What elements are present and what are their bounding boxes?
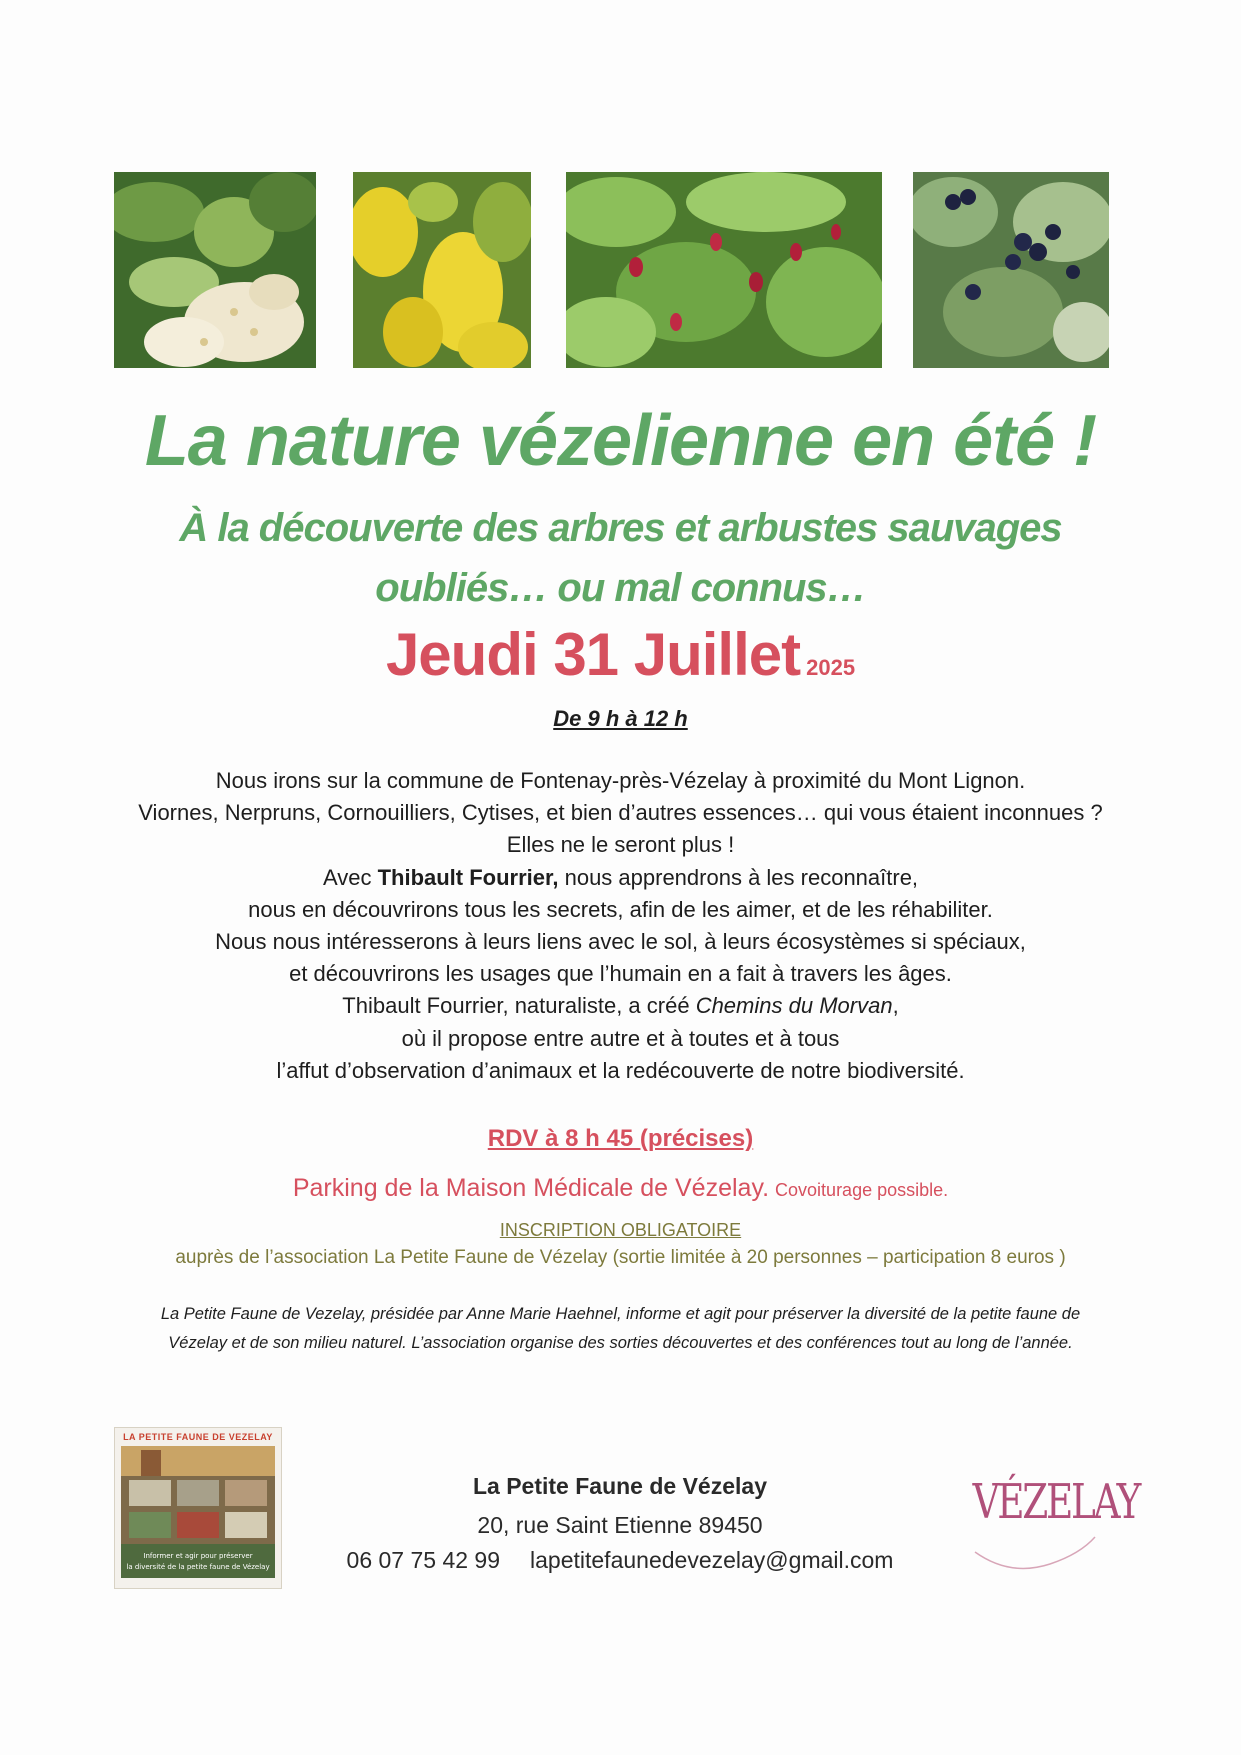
logo-tagline-1: Informer et agir pour préserver xyxy=(143,1552,253,1560)
subtitle-line: oubliés… ou mal connus… xyxy=(375,566,866,610)
page-title: La nature vézelienne en été ! xyxy=(144,401,1097,481)
association-line: Vézelay et de son milieu naturel. L’association organise des sorties découvertes et des conférences tout au long de l’année. xyxy=(168,1334,1073,1352)
page-subtitle xyxy=(0,498,1241,618)
logo-tagline-2: la diversité de la petite faune de Vézelay xyxy=(126,1563,270,1571)
description-line: Viornes, Nerpruns, Cornouilliers, Cytises, et bien d’autres essences… qui vous étaient inconnues ? xyxy=(138,800,1103,826)
event-date-main: Jeudi 31 Juillet xyxy=(385,621,801,688)
description-line: l’affut d’observation d’animaux et la redécouverte de notre biodiversité. xyxy=(276,1057,965,1083)
vezelay-swash xyxy=(970,1532,1100,1577)
event-date-year: 2025 xyxy=(806,655,856,680)
guide-name: Thibault Fourrier, xyxy=(377,864,559,890)
logo-title: LA PETITE FAUNE DE VEZELAY xyxy=(123,1432,273,1442)
description-line: Nous irons sur la commune de Fontenay-près-Vézelay à proximité du Mont Lignon. xyxy=(215,768,1026,793)
description-line: Nous nous intéresserons à leurs liens avec le sol, à leurs écosystèmes si spéciaux, xyxy=(215,929,1026,955)
contact-phone[interactable]: 06 07 75 42 99 xyxy=(346,1547,501,1573)
event-description xyxy=(0,765,1241,1087)
contact-email[interactable]: lapetitefaunedevezelay@gmail.com xyxy=(530,1547,894,1573)
text-fragment: Thibault Fourrier, naturaliste, a créé xyxy=(342,993,696,1019)
contact-details xyxy=(300,1547,940,1574)
parking-text: Parking de la Maison Médicale de Vézelay. xyxy=(292,1174,770,1202)
photo-buckthorn-berries xyxy=(913,172,1109,368)
text-fragment: nous apprendrons à les reconnaître, xyxy=(558,864,919,890)
photo-cytisus-flowers xyxy=(353,172,531,368)
description-line: Elles ne le seront plus ! xyxy=(506,832,735,858)
association-logo xyxy=(114,1427,282,1589)
logo-artwork xyxy=(121,1446,275,1578)
subtitle-line: À la découverte des arbres et arbustes sauvages xyxy=(179,506,1062,550)
association-description xyxy=(0,1300,1241,1358)
description-line: nous en découvrirons tous les secrets, afin de les aimer, et de les réhabiliter. xyxy=(248,896,993,922)
carpool-note: Covoiturage possible. xyxy=(775,1180,949,1200)
organisation-name: Chemins du Morvan xyxy=(695,993,893,1019)
registration-required: INSCRIPTION OBLIGATOIRE xyxy=(499,1220,742,1240)
text-fragment: Avec xyxy=(322,864,378,890)
vezelay-logo xyxy=(955,1474,1140,1584)
photo-cornelian-cherry-fruits xyxy=(566,172,882,368)
photo-viburnum-flowers xyxy=(114,172,316,368)
description-line: et découvrirons les usages que l’humain en a fait à travers les âges. xyxy=(289,961,952,987)
contact-name: La Petite Faune de Vézelay xyxy=(472,1473,767,1499)
description-line xyxy=(0,862,1241,894)
text-fragment: , xyxy=(892,993,899,1019)
description-line: où il propose entre autre et à toutes et à tous xyxy=(401,1025,840,1051)
event-date xyxy=(0,620,1241,689)
meeting-place xyxy=(0,1174,1241,1203)
contact-address: 20, rue Saint Etienne 89450 xyxy=(477,1512,763,1538)
registration-details: auprès de l’association La Petite Faune de Vézelay (sortie limitée à 20 personnes – participation 8 euros ) xyxy=(175,1247,1066,1268)
description-line xyxy=(0,990,1241,1022)
event-hours: De 9 h à 12 h xyxy=(553,706,688,731)
vezelay-wordmark: VÉZELAY xyxy=(972,1474,1140,1530)
association-line: La Petite Faune de Vezelay, présidée par Anne Marie Haehnel, informe et agit pour préserver la diversité de la petite faune de xyxy=(160,1305,1081,1323)
meeting-time: RDV à 8 h 45 (précises) xyxy=(487,1125,754,1152)
